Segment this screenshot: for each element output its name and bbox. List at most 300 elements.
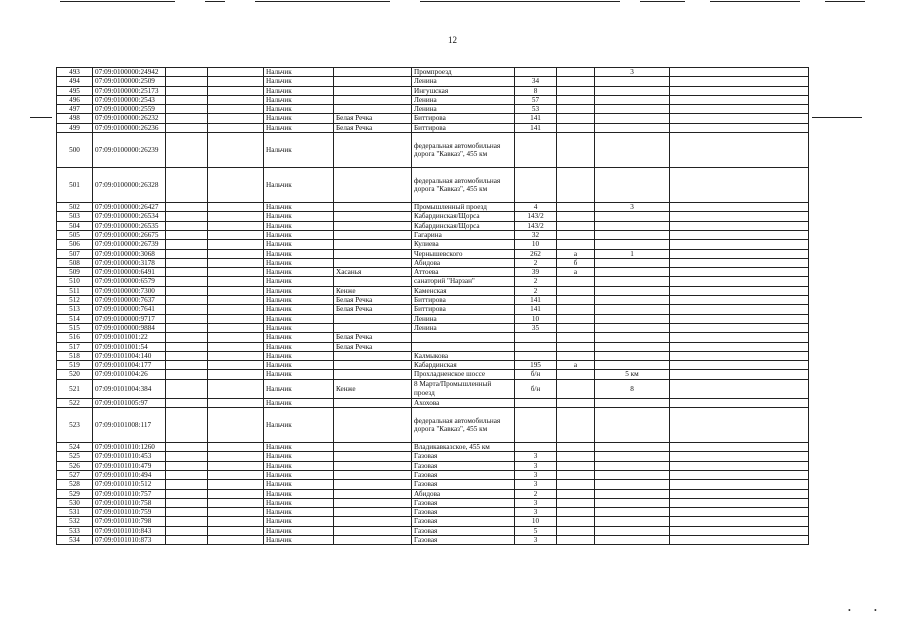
cell-street: санаторий "Нарзан" <box>412 277 515 286</box>
cell-letter <box>557 508 595 517</box>
cell-empty <box>166 240 208 249</box>
cell-empty <box>166 203 208 212</box>
cell-district <box>334 461 412 470</box>
cell-district <box>334 526 412 535</box>
cell-building <box>595 323 670 332</box>
cell-building <box>595 305 670 314</box>
table-row <box>57 461 809 470</box>
cell-house: 141 <box>515 305 557 314</box>
cell-row-number: 499 <box>57 123 93 132</box>
cell-house <box>515 133 557 168</box>
cell-cadastral-number: 07:09:0101010:512 <box>93 480 166 489</box>
cell-empty <box>208 258 264 267</box>
cell-letter <box>557 296 595 305</box>
cell-city: Нальчик <box>264 277 334 286</box>
cell-district: Белая Речка <box>334 305 412 314</box>
cell-empty <box>670 470 809 479</box>
cell-house <box>515 443 557 452</box>
cell-street: Газовая <box>412 526 515 535</box>
cell-row-number: 498 <box>57 114 93 123</box>
cell-letter <box>557 370 595 379</box>
cell-letter <box>557 105 595 114</box>
cell-letter: а <box>557 249 595 258</box>
cell-empty <box>670 114 809 123</box>
cell-house: 10 <box>515 314 557 323</box>
cell-empty <box>670 342 809 351</box>
cell-empty <box>166 168 208 203</box>
cell-building <box>595 133 670 168</box>
cell-empty <box>208 86 264 95</box>
cell-house: 8 <box>515 86 557 95</box>
cell-letter <box>557 408 595 443</box>
cell-row-number: 504 <box>57 221 93 230</box>
cell-empty <box>670 498 809 507</box>
cell-district <box>334 351 412 360</box>
cell-letter <box>557 461 595 470</box>
cell-empty <box>208 123 264 132</box>
cell-building <box>595 470 670 479</box>
cell-building <box>595 240 670 249</box>
cell-building <box>595 314 670 323</box>
cell-street: Промышленный проезд <box>412 203 515 212</box>
cell-building <box>595 461 670 470</box>
cell-letter: а <box>557 268 595 277</box>
table-row <box>57 249 809 258</box>
cell-row-number: 533 <box>57 526 93 535</box>
cell-cadastral-number: 07:09:0100000:26427 <box>93 203 166 212</box>
cell-cadastral-number: 07:09:0100000:26534 <box>93 212 166 221</box>
cell-district <box>334 480 412 489</box>
cell-city: Нальчик <box>264 498 334 507</box>
cell-street: Ленина <box>412 95 515 104</box>
cell-empty <box>670 133 809 168</box>
cell-house <box>515 398 557 407</box>
cell-cadastral-number: 07:09:0100000:2543 <box>93 95 166 104</box>
cell-building <box>595 212 670 221</box>
cell-cadastral-number: 07:09:0101010:453 <box>93 452 166 461</box>
cell-row-number: 524 <box>57 443 93 452</box>
cell-city: Нальчик <box>264 258 334 267</box>
cell-empty <box>670 314 809 323</box>
cell-cadastral-number: 07:09:0101004:140 <box>93 351 166 360</box>
cell-street: федеральная автомобильная дорога "Кавказ", 455 км <box>412 408 515 443</box>
cell-district <box>334 443 412 452</box>
cell-empty <box>670 203 809 212</box>
cell-house: б/н <box>515 379 557 398</box>
cell-empty <box>166 95 208 104</box>
cell-empty <box>208 105 264 114</box>
cell-empty <box>670 351 809 360</box>
cell-district <box>334 68 412 77</box>
cell-street: Ингушская <box>412 86 515 95</box>
cell-empty <box>670 168 809 203</box>
cell-city: Нальчик <box>264 452 334 461</box>
scan-artifact-line <box>710 1 800 2</box>
table-row <box>57 114 809 123</box>
cell-empty <box>670 370 809 379</box>
table-row <box>57 212 809 221</box>
cell-cadastral-number: 07:09:0100000:6491 <box>93 268 166 277</box>
cell-house: 195 <box>515 361 557 370</box>
cell-empty <box>208 68 264 77</box>
cell-empty <box>166 342 208 351</box>
cell-empty <box>208 489 264 498</box>
cell-building <box>595 526 670 535</box>
cell-letter <box>557 230 595 239</box>
cell-city: Нальчик <box>264 370 334 379</box>
cell-empty <box>670 443 809 452</box>
cell-house: 141 <box>515 123 557 132</box>
cell-street: Газовая <box>412 508 515 517</box>
cell-city: Нальчик <box>264 114 334 123</box>
cell-building <box>595 258 670 267</box>
cell-building <box>595 452 670 461</box>
cell-row-number: 497 <box>57 105 93 114</box>
cell-street: Гагарина <box>412 230 515 239</box>
scan-artifact-line <box>205 1 225 2</box>
cell-building <box>595 535 670 544</box>
cell-cadastral-number: 07:09:0100000:26239 <box>93 133 166 168</box>
cell-street: Газовая <box>412 470 515 479</box>
cell-empty <box>166 133 208 168</box>
cell-district: Кенже <box>334 379 412 398</box>
cell-letter <box>557 305 595 314</box>
cell-building <box>595 114 670 123</box>
cell-cadastral-number: 07:09:0100000:7641 <box>93 305 166 314</box>
cell-row-number: 526 <box>57 461 93 470</box>
cell-house <box>515 168 557 203</box>
cell-house: 143/2 <box>515 221 557 230</box>
cell-letter <box>557 212 595 221</box>
cell-street: Ленина <box>412 105 515 114</box>
cell-building <box>595 168 670 203</box>
cell-city: Нальчик <box>264 443 334 452</box>
table-row <box>57 105 809 114</box>
page-number: 12 <box>448 35 457 45</box>
cell-street: Ленина <box>412 77 515 86</box>
table-row <box>57 370 809 379</box>
cell-district <box>334 535 412 544</box>
cell-house: 141 <box>515 296 557 305</box>
table-row <box>57 68 809 77</box>
cell-house: 3 <box>515 498 557 507</box>
cell-city: Нальчик <box>264 351 334 360</box>
cell-cadastral-number: 07:09:0100000:25173 <box>93 86 166 95</box>
cell-district: Белая Речка <box>334 114 412 123</box>
cell-district <box>334 470 412 479</box>
cell-cadastral-number: 07:09:0101010:873 <box>93 535 166 544</box>
cell-cadastral-number: 07:09:0101001:54 <box>93 342 166 351</box>
cell-empty <box>166 398 208 407</box>
cell-district <box>334 314 412 323</box>
cell-empty <box>166 314 208 323</box>
cell-empty <box>166 277 208 286</box>
cell-building <box>595 296 670 305</box>
cell-building: 3 <box>595 68 670 77</box>
cell-building <box>595 230 670 239</box>
cell-empty <box>208 268 264 277</box>
cell-cadastral-number: 07:09:0101010:494 <box>93 470 166 479</box>
cell-empty <box>670 221 809 230</box>
cell-empty <box>670 452 809 461</box>
cell-house: 2 <box>515 277 557 286</box>
cell-cadastral-number: 07:09:0101005:97 <box>93 398 166 407</box>
table-row <box>57 408 809 443</box>
cell-city: Нальчик <box>264 133 334 168</box>
cell-street: Ленина <box>412 314 515 323</box>
cell-empty <box>670 323 809 332</box>
cell-building <box>595 480 670 489</box>
cell-row-number: 505 <box>57 230 93 239</box>
cell-empty <box>166 461 208 470</box>
cell-street: Кабардинская <box>412 361 515 370</box>
table-row <box>57 351 809 360</box>
cell-building <box>595 361 670 370</box>
table-row <box>57 168 809 203</box>
cell-empty <box>166 258 208 267</box>
cell-building <box>595 268 670 277</box>
cell-district <box>334 277 412 286</box>
cell-street: Газовая <box>412 535 515 544</box>
cell-cadastral-number: 07:09:0100000:9884 <box>93 323 166 332</box>
cell-empty <box>166 323 208 332</box>
cell-city: Нальчик <box>264 123 334 132</box>
cell-empty <box>166 470 208 479</box>
cell-row-number: 519 <box>57 361 93 370</box>
cell-letter <box>557 123 595 132</box>
cell-empty <box>670 230 809 239</box>
cell-empty <box>208 323 264 332</box>
cell-street: Газовая <box>412 461 515 470</box>
cell-city: Нальчик <box>264 526 334 535</box>
cell-cadastral-number: 07:09:0100000:2509 <box>93 77 166 86</box>
cell-district <box>334 86 412 95</box>
cell-empty <box>166 379 208 398</box>
cell-row-number: 527 <box>57 470 93 479</box>
cell-cadastral-number: 07:09:0100000:26535 <box>93 221 166 230</box>
cell-cadastral-number: 07:09:0101008:117 <box>93 408 166 443</box>
cell-empty <box>166 249 208 258</box>
cell-row-number: 528 <box>57 480 93 489</box>
cell-row-number: 502 <box>57 203 93 212</box>
cell-cadastral-number: 07:09:0101010:843 <box>93 526 166 535</box>
cell-district <box>334 517 412 526</box>
cell-letter <box>557 95 595 104</box>
cell-row-number: 510 <box>57 277 93 286</box>
cell-empty <box>208 508 264 517</box>
cell-empty <box>670 379 809 398</box>
cell-empty <box>166 370 208 379</box>
cell-street: Промпроезд <box>412 68 515 77</box>
cell-letter <box>557 443 595 452</box>
cell-empty <box>670 333 809 342</box>
cell-building <box>595 398 670 407</box>
cell-house: 2 <box>515 258 557 267</box>
cell-city: Нальчик <box>264 203 334 212</box>
cell-district <box>334 212 412 221</box>
cell-row-number: 500 <box>57 133 93 168</box>
cell-city: Нальчик <box>264 240 334 249</box>
scan-dot-mark: • <box>848 606 851 615</box>
cell-letter <box>557 351 595 360</box>
cell-empty <box>166 351 208 360</box>
cell-empty <box>208 461 264 470</box>
cell-city: Нальчик <box>264 361 334 370</box>
scan-artifact-line <box>255 1 390 2</box>
cell-empty <box>208 277 264 286</box>
cell-cadastral-number: 07:09:0100000:3178 <box>93 258 166 267</box>
cell-city: Нальчик <box>264 268 334 277</box>
cell-district <box>334 105 412 114</box>
cell-house: 3 <box>515 470 557 479</box>
cell-empty <box>166 123 208 132</box>
cell-street <box>412 333 515 342</box>
cell-empty <box>208 203 264 212</box>
cell-city: Нальчик <box>264 508 334 517</box>
cell-empty <box>166 361 208 370</box>
table-row <box>57 323 809 332</box>
cell-empty <box>208 351 264 360</box>
cell-empty <box>208 470 264 479</box>
cell-street: Газовая <box>412 480 515 489</box>
table-row <box>57 305 809 314</box>
cell-district <box>334 498 412 507</box>
cell-letter <box>557 535 595 544</box>
cell-city: Нальчик <box>264 77 334 86</box>
cell-district <box>334 95 412 104</box>
cell-empty <box>670 258 809 267</box>
cell-empty <box>166 480 208 489</box>
scan-artifact-line <box>640 1 685 2</box>
cell-letter <box>557 133 595 168</box>
cell-empty <box>166 268 208 277</box>
table-row <box>57 470 809 479</box>
cell-row-number: 532 <box>57 517 93 526</box>
cell-city: Нальчик <box>264 230 334 239</box>
cell-row-number: 520 <box>57 370 93 379</box>
cell-empty <box>208 133 264 168</box>
table-row <box>57 535 809 544</box>
cell-row-number: 509 <box>57 268 93 277</box>
cell-city: Нальчик <box>264 305 334 314</box>
cell-street: Газовая <box>412 517 515 526</box>
cell-empty <box>166 114 208 123</box>
cell-empty <box>166 508 208 517</box>
cell-cadastral-number: 07:09:0101010:479 <box>93 461 166 470</box>
cell-cadastral-number: 07:09:0100000:26236 <box>93 123 166 132</box>
cell-row-number: 506 <box>57 240 93 249</box>
table-row <box>57 86 809 95</box>
cell-house <box>515 351 557 360</box>
cell-empty <box>208 408 264 443</box>
cell-house: 10 <box>515 240 557 249</box>
cell-empty <box>208 452 264 461</box>
table-row <box>57 498 809 507</box>
cell-city: Нальчик <box>264 323 334 332</box>
cell-letter <box>557 489 595 498</box>
table-row <box>57 443 809 452</box>
cell-district <box>334 452 412 461</box>
cell-cadastral-number: 07:09:0101010:1260 <box>93 443 166 452</box>
cell-empty <box>166 68 208 77</box>
cell-street: Ленина <box>412 323 515 332</box>
cell-empty <box>670 77 809 86</box>
table-row <box>57 230 809 239</box>
margin-pen-mark <box>812 117 862 118</box>
cell-city: Нальчик <box>264 168 334 203</box>
cell-row-number: 512 <box>57 296 93 305</box>
cell-empty <box>670 277 809 286</box>
cell-street: Чернышевского <box>412 249 515 258</box>
cell-empty <box>208 379 264 398</box>
cell-letter <box>557 526 595 535</box>
cell-city: Нальчик <box>264 379 334 398</box>
cell-building <box>595 408 670 443</box>
cell-empty <box>208 370 264 379</box>
cell-letter <box>557 114 595 123</box>
cell-street: Кабардинская/Щорса <box>412 212 515 221</box>
cell-empty <box>670 268 809 277</box>
cell-empty <box>208 305 264 314</box>
cell-house <box>515 333 557 342</box>
cell-street: Владикавказское, 455 км <box>412 443 515 452</box>
cell-house: 32 <box>515 230 557 239</box>
cell-city: Нальчик <box>264 105 334 114</box>
cell-row-number: 530 <box>57 498 93 507</box>
cell-letter <box>557 240 595 249</box>
cell-cadastral-number: 07:09:0101004:26 <box>93 370 166 379</box>
cell-empty <box>670 105 809 114</box>
cell-empty <box>166 296 208 305</box>
cell-cadastral-number: 07:09:0101001:22 <box>93 333 166 342</box>
cell-empty <box>208 221 264 230</box>
cell-city: Нальчик <box>264 480 334 489</box>
cell-street: Ахохова <box>412 398 515 407</box>
cell-letter <box>557 498 595 507</box>
cell-district <box>334 77 412 86</box>
cell-city: Нальчик <box>264 95 334 104</box>
cell-empty <box>166 221 208 230</box>
cell-letter <box>557 168 595 203</box>
cell-letter <box>557 314 595 323</box>
cell-empty <box>166 333 208 342</box>
cell-building <box>595 95 670 104</box>
cell-building <box>595 86 670 95</box>
cell-letter <box>557 203 595 212</box>
cell-row-number: 531 <box>57 508 93 517</box>
cell-district: Белая Речка <box>334 296 412 305</box>
cadastral-register-table <box>56 67 809 545</box>
cell-letter <box>557 517 595 526</box>
cell-empty <box>166 452 208 461</box>
cell-building <box>595 508 670 517</box>
table-row <box>57 342 809 351</box>
cell-building <box>595 105 670 114</box>
cell-empty <box>208 168 264 203</box>
cell-street: Биттирова <box>412 305 515 314</box>
cell-empty <box>208 240 264 249</box>
cell-house: 35 <box>515 323 557 332</box>
cell-letter <box>557 86 595 95</box>
cell-cadastral-number: 07:09:0101004:177 <box>93 361 166 370</box>
cell-empty <box>670 361 809 370</box>
cell-empty <box>670 526 809 535</box>
cell-empty <box>208 443 264 452</box>
table-row <box>57 95 809 104</box>
cell-empty <box>166 105 208 114</box>
cell-city: Нальчик <box>264 296 334 305</box>
cell-street: Каменская <box>412 286 515 295</box>
